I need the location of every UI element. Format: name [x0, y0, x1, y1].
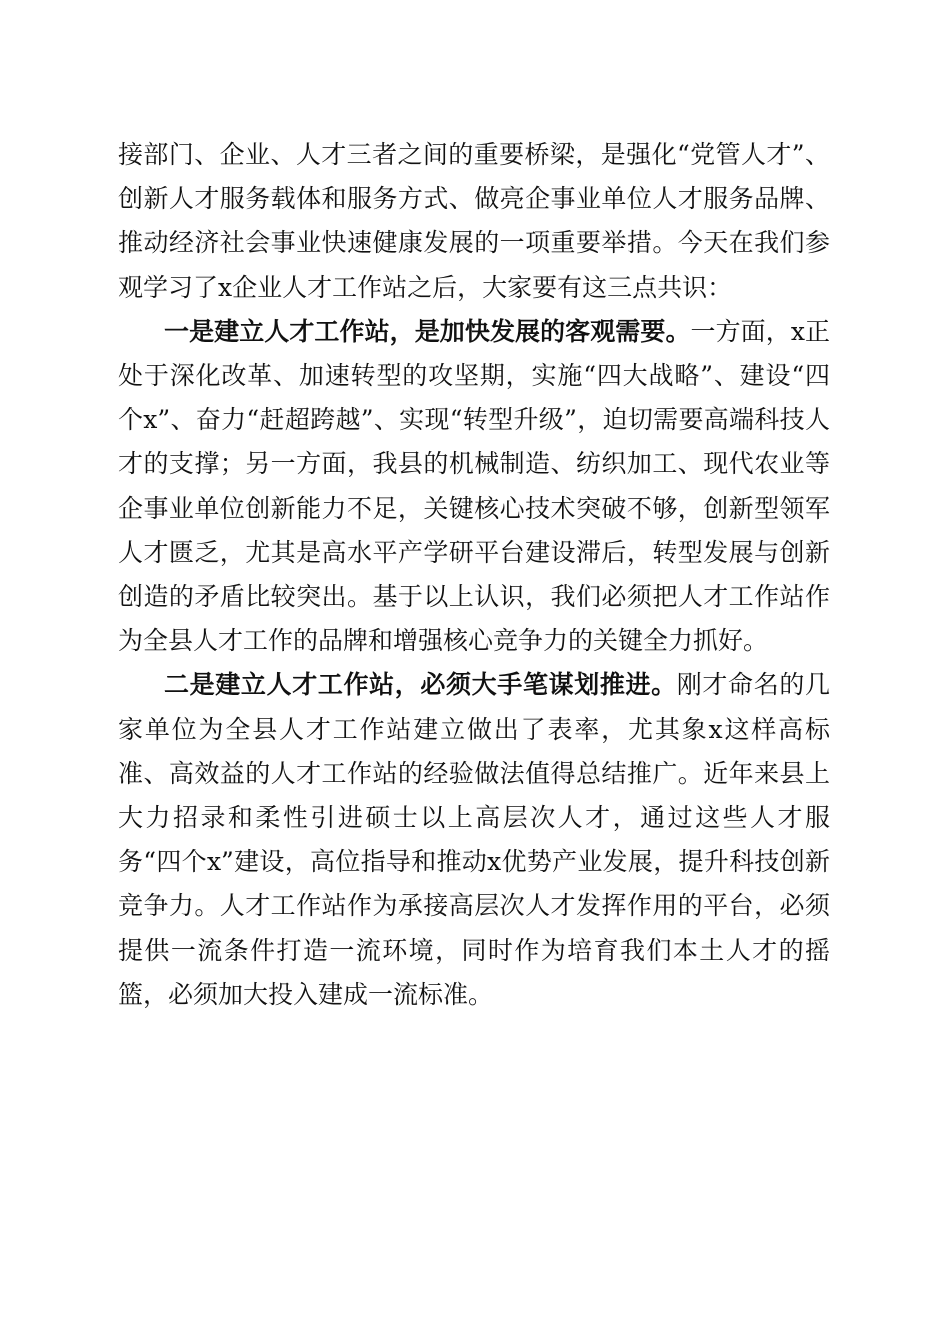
paragraph-3-heading: 二是建立人才工作站，必须大手笔谋划推进。 — [164, 670, 677, 700]
paragraph-2-heading: 一是建立人才工作站，是加快发展的客观需要。 — [164, 316, 691, 346]
paragraph-3-text: 刚才命名的几家单位为全县人才工作站建立做出了表率，尤其象x这样高标准、高效益的人才工作站的经验做法值得总结推广。近年来县上大力招录和柔性引进硕士以上高层次人才，通过这些人才服务“四个x”建设，高位指导和推动x优势产业发展，提升科技创新竞争力。人才工作站作为承接高层次人才发挥作用的平台，必须提供一流条件打造一流环境，同时作为培育我们本土人才的摇篮，必须加大投入建成一流标准。 — [118, 670, 830, 1009]
paragraph-2 — [118, 310, 830, 664]
paragraph-1-text: 接部门、企业、人才三者之间的重要桥梁，是强化“党管人才”、创新人才服务载体和服务方式、做亮企事业单位人才服务品牌、推动经济社会事业快速健康发展的一项重要举措。今天在我们参观学习了x企业人才工作站之后，大家要有这三点共识： — [118, 140, 830, 302]
document-body — [118, 133, 830, 1017]
paragraph-1 — [118, 133, 830, 310]
paragraph-3 — [118, 663, 830, 1017]
paragraph-2-text: 一方面，x正处于深化改革、加速转型的攻坚期，实施“四大战略”、建设“四个x”、奋力“赶超跨越”、实现“转型升级”，迫切需要高端科技人才的支撑；另一方面，我县的机械制造、纺织加工、现代农业等企事业单位创新能力不足，关键核心技术突破不够，创新型领军人才匮乏，尤其是高水平产学研平台建设滞后，转型发展与创新创造的矛盾比较突出。基于以上认识，我们必须把人才工作站作为全县人才工作的品牌和增强核心竞争力的关键全力抓好。 — [118, 316, 830, 656]
